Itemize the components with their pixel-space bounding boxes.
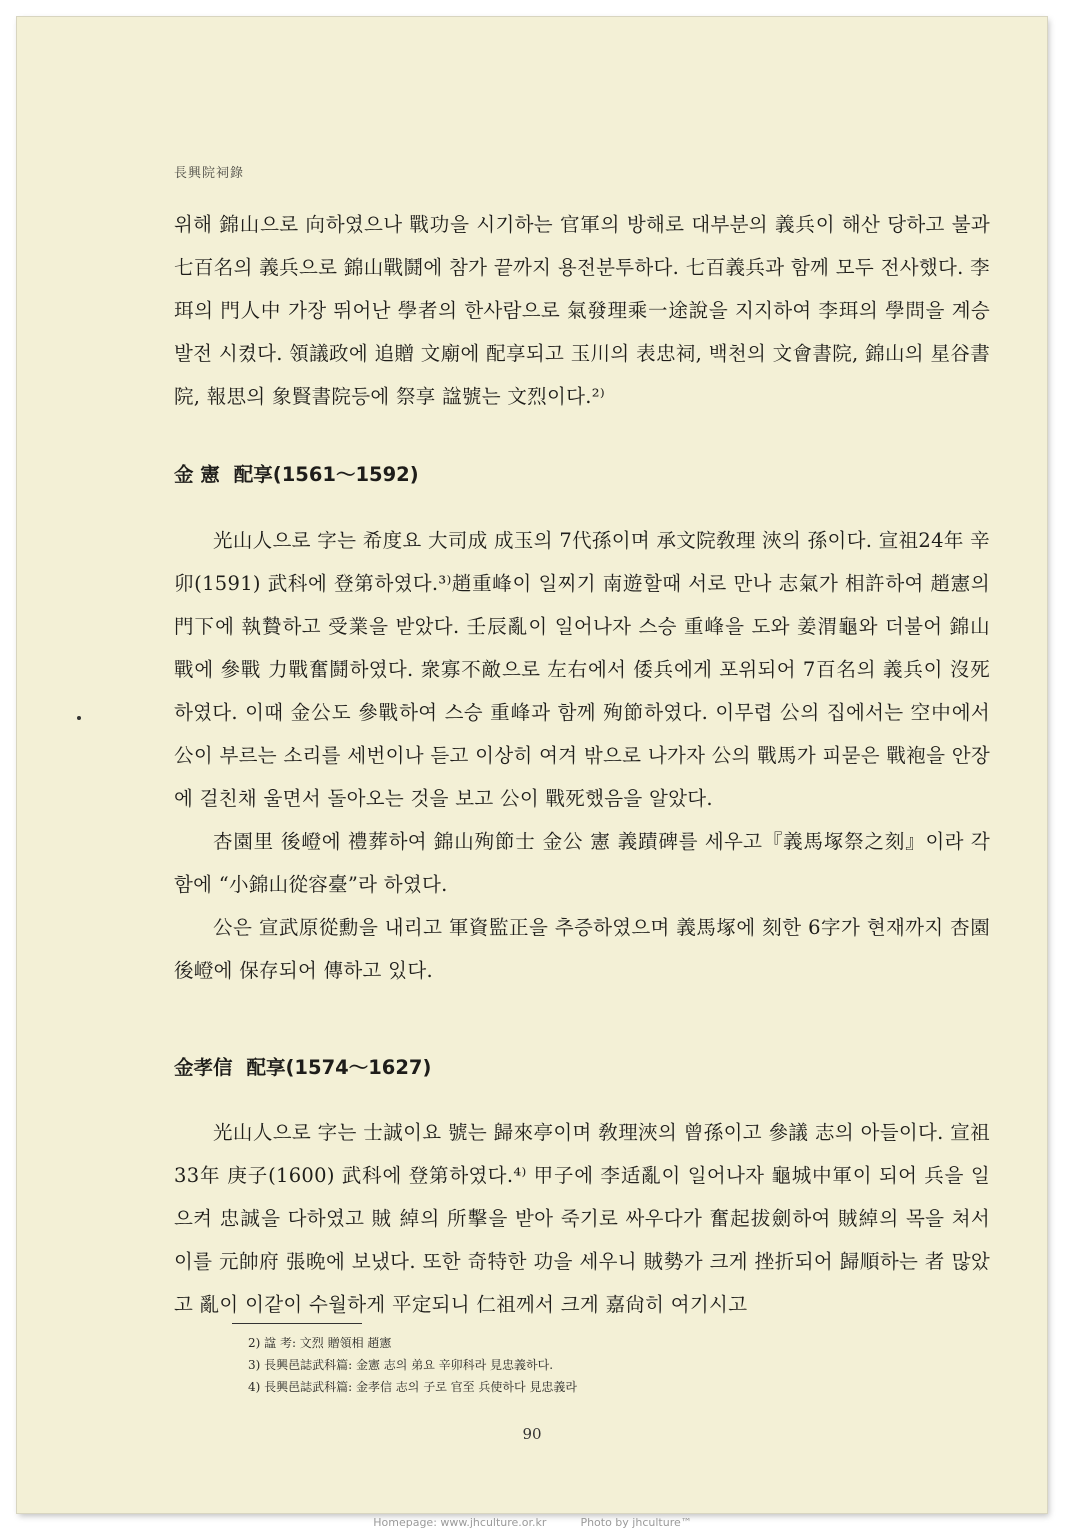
section-body-kim-heon	[174, 519, 990, 992]
section-body-kim-hyosin	[174, 1111, 990, 1326]
intro-paragraph	[174, 203, 990, 418]
footnote: 2) 諡 考: 文烈 贈領相 趙憲	[248, 1336, 392, 1350]
section-heading-kim-hyosin	[174, 1052, 431, 1080]
footnote-divider	[232, 1323, 362, 1324]
paragraph: 위해 錦山으로 向하였으나 戰功을 시기하는 官軍의 방해로 대부분의 義兵이 해산 당하고 불과 七百名의 義兵으로 錦山戰鬪에 참가 끝까지 용전분투하다. 七百義兵과 함께 모두 전사했다. 李珥의 門人中 가장 뛰어난 學者의 한사람으로 氣發理乘一途說을 지지하여 李珥의 學問을 계승발전 시켰다. 領議政에 追贈 文廟에 配享되고 玉川의 表忠祠, 백천의 文會書院, 錦山의 星谷書院, 報思의 象賢書院등에 祭享 諡號는 文烈이다.²⁾	[174, 213, 990, 408]
enshrinement-label: 配享(1561～1592)	[233, 463, 419, 486]
watermark-photo-credit: Photo by jhculture™	[580, 1516, 692, 1529]
paragraph: 杏園里 後嶝에 禮葬하여 錦山殉節士 金公 憲 義蹟碑를 세우고『義馬塚祭之刻』이라 각함에 “小錦山從容臺”라 하였다.	[174, 830, 990, 896]
section-heading-kim-heon	[174, 459, 419, 487]
footnote: 4) 長興邑誌武科篇: 金孝信 志의 子로 官至 兵使하다 見忠義라	[248, 1380, 578, 1394]
paragraph: 光山人으로 字는 希度요 大司成 成玉의 7代孫이며 承文院敎理 浹의 孫이다. 宣祖24年 辛卯(1591) 武科에 登第하였다.³⁾趙重峰이 일찌기 南遊할때 서로 만나 志氣가 相許하여 趙憲의 門下에 執贄하고 受業을 받았다. 壬辰亂이 일어나자 스승 重峰을 도와 姜渭龜와 더불어 錦山戰에 參戰 力戰奮鬪하였다. 衆寡不敵으로 左右에서 倭兵에게 포위되어 7百名의 義兵이 沒死하였다. 이때 金公도 參戰하여 스승 重峰과 함께 殉節하였다. 이무렵 公의 집에서는 空中에서 公이 부르는 소리를 세번이나 듣고 이상히 여겨 밖으로 나가자 公의 戰馬가 피묻은 戰袍을 안장에 걸친채 울면서 돌아오는 것을 보고 公이 戰死했음을 알았다.	[174, 529, 990, 810]
person-name: 金 憲	[174, 463, 220, 486]
paragraph: 公은 宣武原從勳을 내리고 軍資監正을 추증하였으며 義馬塚에 刻한 6字가 현재까지 杏園後嶝에 保存되어 傳하고 있다.	[174, 916, 990, 982]
paragraph: 光山人으로 字는 士誠이요 號는 歸來亭이며 敎理浹의 曾孫이고 參議 志의 아들이다. 宣祖33年 庚子(1600) 武科에 登第하였다.⁴⁾ 甲子에 李适亂이 일어나자 龜城中軍이 되어 兵을 일으켜 忠誠을 다하였고 賊 綽의 所擊을 받아 죽기로 싸우다가 奮起拔劍하여 賊綽의 목을 쳐서 이를 元帥府 張晩에 보냈다. 또한 奇特한 功을 세우니 賊勢가 크게 挫折되어 歸順하는 者 많았고 亂이 이같이 수월하게 平定되니 仁祖께서 크게 嘉尙히 여기시고	[174, 1121, 990, 1316]
footnotes	[248, 1332, 577, 1398]
stray-ink-mark	[77, 716, 81, 720]
footnote: 3) 長興邑誌武科篇: 金憲 志의 弟요 辛卯科라 見忠義하다.	[248, 1358, 554, 1372]
person-name: 金孝信	[174, 1056, 233, 1079]
watermark	[0, 1516, 1065, 1529]
scanned-page	[17, 17, 1047, 1513]
page-number: 90	[522, 1425, 542, 1443]
watermark-homepage: Homepage: www.jhculture.or.kr	[373, 1516, 547, 1529]
running-head: 長興院祠錄	[174, 166, 245, 181]
enshrinement-label: 配享(1574～1627)	[246, 1056, 432, 1079]
